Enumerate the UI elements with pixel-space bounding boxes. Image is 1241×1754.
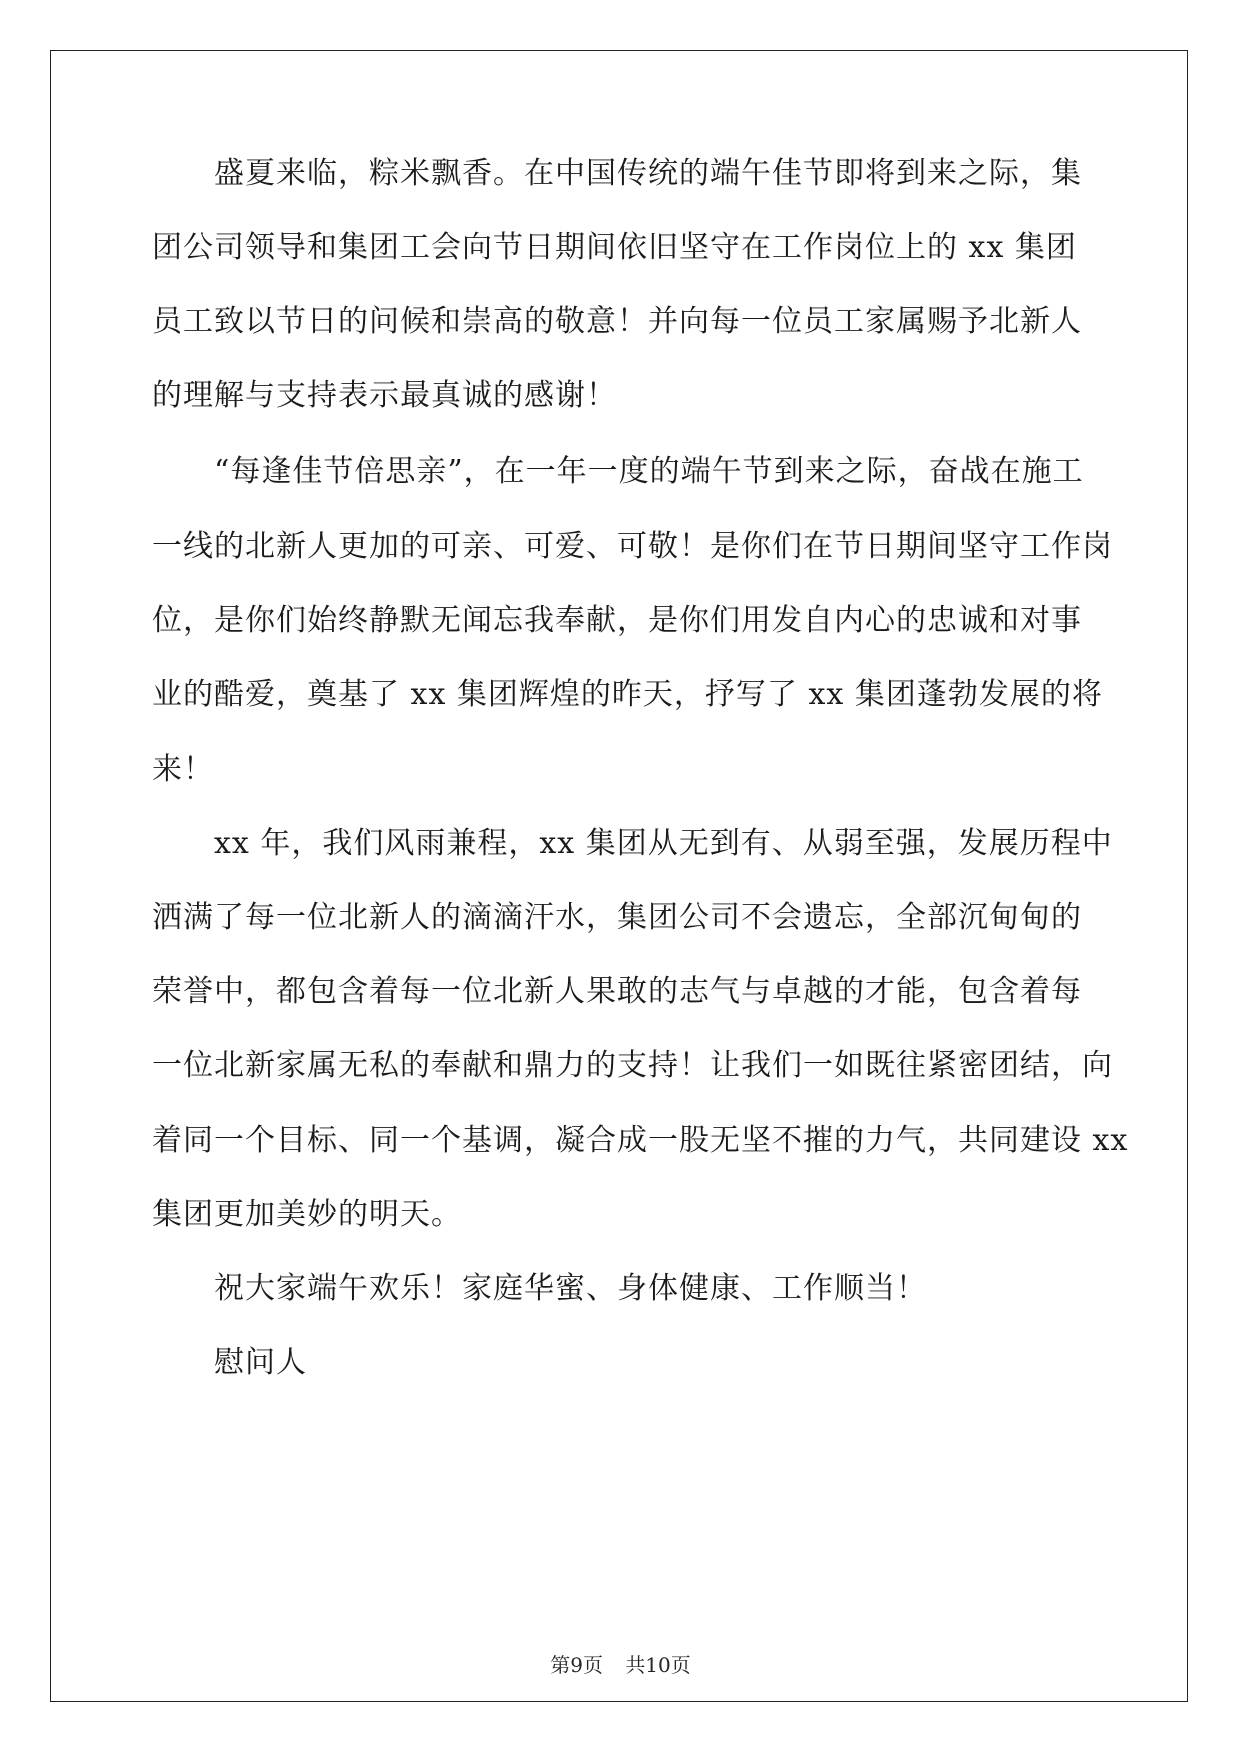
paragraph-4-line-1: 祝大家端午欢乐！家庭华蜜、身体健康、工作顺当！ xyxy=(214,1271,927,1306)
paragraph-2-line-1: “每逢佳节倍思亲”，在一年一度的端午节到来之际，奋战在施工 xyxy=(214,454,1084,489)
paragraph-3-line-4: 一位北新家属无私的奉献和鼎力的支持！让我们一如既往紧密团结，向 xyxy=(152,1048,1113,1083)
paragraph-1-line-3: 员工致以节日的问候和崇高的敬意！并向每一位员工家属赐予北新人 xyxy=(152,304,1082,339)
signature-line: 慰问人 xyxy=(214,1345,307,1380)
paragraph-3-line-5: 着同一个目标、同一个基调，凝合成一股无坚不摧的力气，共同建设 xx xyxy=(152,1123,1129,1158)
paragraph-1-line-4: 的理解与支持表示最真诚的感谢！ xyxy=(152,378,617,413)
paragraph-2-line-3: 位，是你们始终静默无闻忘我奉献，是你们用发自内心的忠诚和对事 xyxy=(152,603,1082,638)
paragraph-2-line-4: 业的酷爱，奠基了 xx 集团辉煌的昨天，抒写了 xx 集团蓬勃发展的将 xyxy=(152,677,1103,712)
page-border xyxy=(50,50,1188,1702)
paragraph-1-line-1: 盛夏来临，粽米飘香。在中国传统的端午佳节即将到来之际，集 xyxy=(214,156,1082,191)
paragraph-3-line-6: 集团更加美妙的明天。 xyxy=(152,1197,462,1232)
paragraph-1-line-2: 团公司领导和集团工会向节日期间依旧坚守在工作岗位上的 xx 集团 xyxy=(152,230,1077,265)
page-number-total: 共10页 xyxy=(625,1653,691,1677)
paragraph-3-line-3: 荣誉中，都包含着每一位北新人果敢的志气与卓越的才能，包含着每 xyxy=(152,974,1082,1009)
paragraph-3-line-2: 洒满了每一位北新人的滴滴汗水，集团公司不会遗忘，全部沉甸甸的 xyxy=(152,900,1082,935)
page-footer xyxy=(0,1652,1241,1678)
paragraph-2-line-5: 来！ xyxy=(152,752,214,787)
page-number-current: 第9页 xyxy=(550,1653,603,1677)
paragraph-3-line-1: xx 年，我们风雨兼程，xx 集团从无到有、从弱至强，发展历程中 xyxy=(214,826,1113,861)
paragraph-2-line-2: 一线的北新人更加的可亲、可爱、可敬！是你们在节日期间坚守工作岗 xyxy=(152,529,1113,564)
